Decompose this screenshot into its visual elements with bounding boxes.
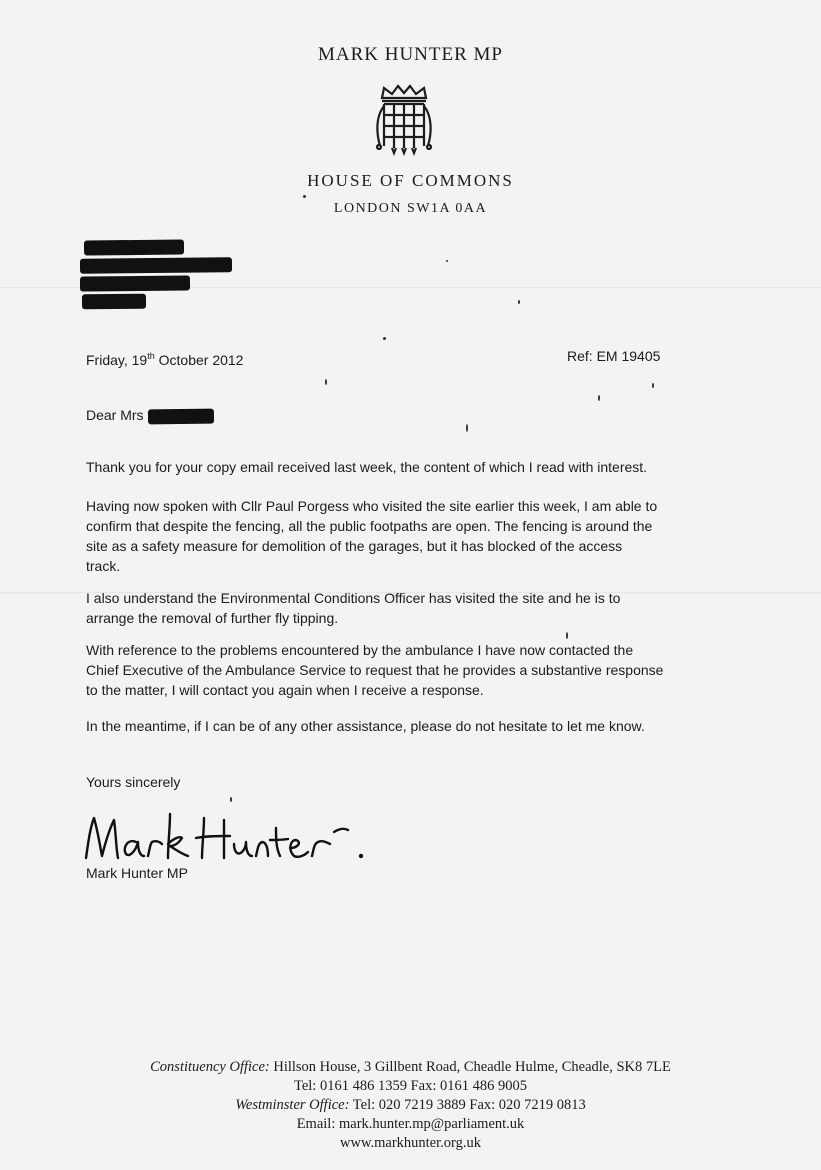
westminster-office: Westminster Office: Tel: 020 7219 3889 Fax: 020 7219 0813 [235, 1097, 586, 1113]
constituency-office: Constituency Office: Hillson House, 3 Gillbent Road, Cheadle Hulme, Cheadle, SK8 7LE [150, 1059, 671, 1075]
letter-reference: Ref: EM 19405 [567, 348, 661, 364]
portcullis-icon [372, 84, 436, 156]
body-paragraph: With reference to the problems encountered by the ambulance I have now contacted the Chief Executive of the Ambulance Service to request that he provides a substantive response to the matter, I will contact you again when I receive a response. [86, 642, 664, 698]
redacted-address-line [80, 257, 232, 274]
redacted-name [148, 409, 214, 425]
scan-speck [466, 424, 468, 432]
letterhead-address: LONDON SW1A 0AA [333, 201, 488, 216]
scan-speck [566, 632, 568, 639]
body-paragraph: Thank you for your copy email received last week, the content of which I read with interest. [86, 459, 648, 475]
redacted-address-line [82, 294, 146, 310]
letterhead-house: HOUSE OF COMMONS [307, 171, 514, 190]
salutation: Dear Mrs [86, 407, 144, 423]
scan-speck [383, 337, 386, 340]
handwritten-signature [78, 806, 368, 868]
scan-speck [230, 797, 232, 802]
scan-speck [303, 195, 306, 198]
body-paragraph: I also understand the Environmental Conditions Officer has visited the site and he is to arrange the removal of further fly tipping. [86, 590, 621, 626]
scan-speck [325, 379, 327, 385]
closing: Yours sincerely [86, 774, 181, 790]
website: www.markhunter.org.uk [340, 1135, 481, 1151]
scan-speck [652, 383, 654, 388]
signer-name: Mark Hunter MP [86, 865, 188, 881]
redacted-address-line [80, 275, 190, 291]
letter-date: Friday, 19th October 2012 [86, 351, 244, 368]
body-paragraph: Having now spoken with Cllr Paul Porgess who visited the site earlier this week, I am able to confirm that despite the fencing, all the public footpaths are open. The fencing is around the site as a safety measure for demolition of the garages, but it has blocked of the access track. [86, 498, 658, 574]
letter-footer [0, 1058, 821, 1153]
scan-speck [518, 300, 520, 304]
scan-speck [446, 260, 448, 262]
constituency-phone: Tel: 0161 486 1359 Fax: 0161 486 9005 [294, 1078, 527, 1094]
email-address: Email: mark.hunter.mp@parliament.uk [296, 1116, 525, 1132]
letterhead-mp-name: MARK HUNTER MP [317, 44, 504, 65]
scan-speck [598, 395, 600, 401]
body-paragraph: In the meantime, if I can be of any other assistance, please do not hesitate to let me know. [86, 718, 645, 734]
redacted-address-line [84, 239, 184, 255]
